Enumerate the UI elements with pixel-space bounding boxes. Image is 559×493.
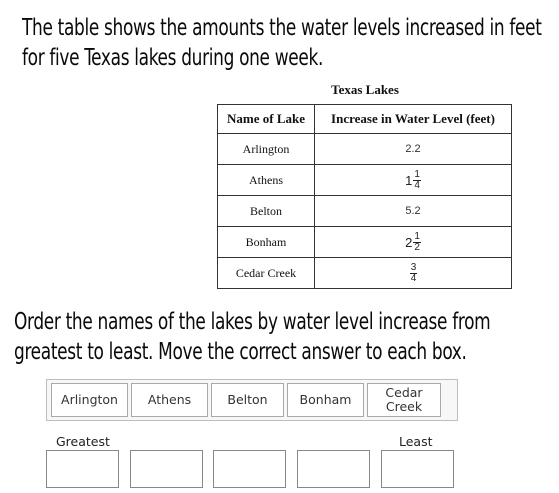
mixed-number [405, 170, 421, 191]
least-label: Least [399, 434, 433, 449]
denominator: 4 [414, 179, 420, 191]
whole-part: 1 [405, 172, 413, 188]
lake-name-cell: Cedar Creek [218, 258, 315, 289]
lake-name-cell: Belton [218, 196, 315, 227]
increase-cell [315, 258, 512, 289]
tile-belton[interactable]: Belton [211, 383, 284, 417]
table-row [218, 227, 512, 258]
numerator: 3 [410, 261, 417, 273]
tile-bonham[interactable]: Bonham [287, 383, 364, 417]
fraction [413, 232, 421, 253]
increase-cell: 5.2 [315, 196, 512, 227]
numerator: 1 [414, 168, 420, 180]
greatest-label: Greatest [56, 434, 110, 449]
drop-box-4[interactable] [297, 450, 370, 488]
increase-cell: 2.2 [315, 134, 512, 165]
question-instruction-text: Order the names of the lakes by water level increase from greatest to least. Move the correct answer to each box. [14, 309, 491, 365]
denominator: 4 [410, 272, 417, 284]
table-header-row [218, 105, 512, 134]
drop-box-3[interactable] [213, 450, 286, 488]
tile-cedar-creek[interactable]: Cedar Creek [367, 383, 441, 417]
drop-box-5[interactable] [381, 450, 454, 488]
lake-name-cell: Athens [218, 165, 315, 196]
mixed-number [405, 232, 421, 253]
table-row [218, 258, 512, 289]
header-increase: Increase in Water Level (feet) [315, 105, 512, 134]
drop-box-2[interactable] [130, 450, 203, 488]
mixed-number [409, 263, 418, 284]
header-name-of-lake: Name of Lake [218, 105, 315, 134]
whole-part: 2 [405, 234, 413, 250]
texas-lakes-table [217, 104, 512, 289]
tile-athens[interactable]: Athens [131, 383, 208, 417]
fraction [410, 263, 418, 284]
table-row [218, 196, 512, 227]
denominator: 2 [414, 241, 420, 253]
question-intro-text: The table shows the amounts the water levels increased in feet for five Texas lakes during one week. [22, 15, 542, 71]
lake-name-cell: Arlington [218, 134, 315, 165]
table-row [218, 134, 512, 165]
drop-box-1[interactable] [46, 450, 119, 488]
increase-cell [315, 165, 512, 196]
lake-name-cell: Bonham [218, 227, 315, 258]
numerator: 1 [414, 230, 420, 242]
answer-bank [46, 379, 458, 421]
table-row [218, 165, 512, 196]
increase-cell [315, 227, 512, 258]
fraction [413, 170, 421, 191]
tile-arlington[interactable]: Arlington [51, 383, 128, 417]
table-caption: Texas Lakes [331, 82, 399, 97]
